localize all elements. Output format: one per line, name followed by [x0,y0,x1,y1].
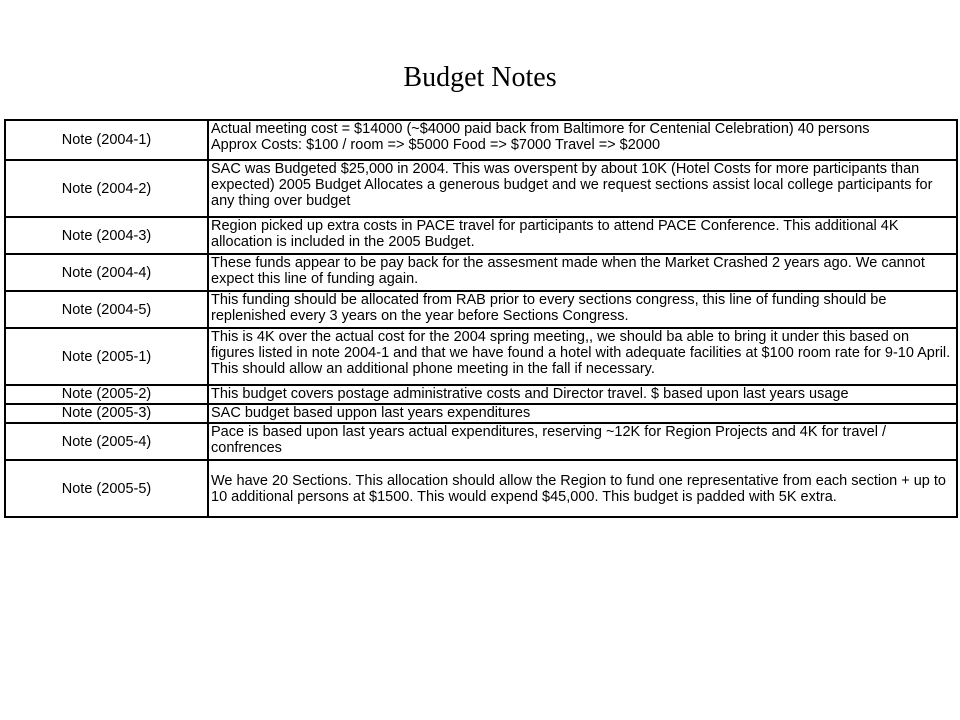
table-row [5,217,957,254]
note-label: Note (2004-5) [5,291,208,328]
note-text: This is 4K over the actual cost for the 2004 spring meeting,, we should ba able to bring it under this based on figures listed in note 2004-1 and that we have found a hotel with adequate facilities at $100 room rate for 9-10 April. This should allow an additional phone meeting in the fall if necessary. [208,328,957,385]
note-label: Note (2005-5) [5,460,208,517]
note-text: Pace is based upon last years actual expenditures, reserving ~12K for Region Projects and 4K for travel / confrences [208,423,957,460]
note-label: Note (2005-4) [5,423,208,460]
table-row [5,385,957,404]
table-row [5,291,957,328]
budget-notes-table [4,119,958,518]
note-text: These funds appear to be pay back for the assesment made when the Market Crashed 2 years ago. We cannot expect this line of funding again. [208,254,957,291]
note-label: Note (2004-4) [5,254,208,291]
note-text-line: Actual meeting cost = $14000 (~$4000 paid back from Baltimore for Centenial Celebration) 40 persons [211,121,870,137]
table-row [5,120,957,160]
table-row [5,328,957,385]
note-text-line: Approx Costs: $100 / room => $5000 Food => $7000 Travel => $2000 [211,137,661,153]
note-text: Region picked up extra costs in PACE travel for participants to attend PACE Conference. This additional 4K allocation is included in the 2005 Budget. [208,217,957,254]
table-row [5,404,957,423]
note-label: Note (2004-2) [5,160,208,217]
note-label: Note (2004-3) [5,217,208,254]
page-title: Budget Notes [403,62,557,93]
table-row [5,160,957,217]
table-row [5,254,957,291]
note-text [208,120,957,160]
note-label: Note (2005-3) [5,404,208,423]
note-text: This budget covers postage administrative costs and Director travel. $ based upon last years usage [208,385,957,404]
note-text: SAC budget based uppon last years expenditures [208,404,957,423]
table-row [5,423,957,460]
note-label: Note (2005-2) [5,385,208,404]
note-text: We have 20 Sections. This allocation should allow the Region to fund one representative from each section + up to 10 additional persons at $1500. This would expend $45,000. This budget is padded with 5K extra. [208,460,957,517]
note-text: SAC was Budgeted $25,000 in 2004. This was overspent by about 10K (Hotel Costs for more participants than expected) 2005 Budget Allocates a generous budget and we request sections assist local college participants for any thing over budget [208,160,957,217]
note-label: Note (2005-1) [5,328,208,385]
note-label: Note (2004-1) [5,120,208,160]
table-row [5,460,957,517]
note-text: This funding should be allocated from RAB prior to every sections congress, this line of funding should be replenished every 3 years on the year before Sections Congress. [208,291,957,328]
